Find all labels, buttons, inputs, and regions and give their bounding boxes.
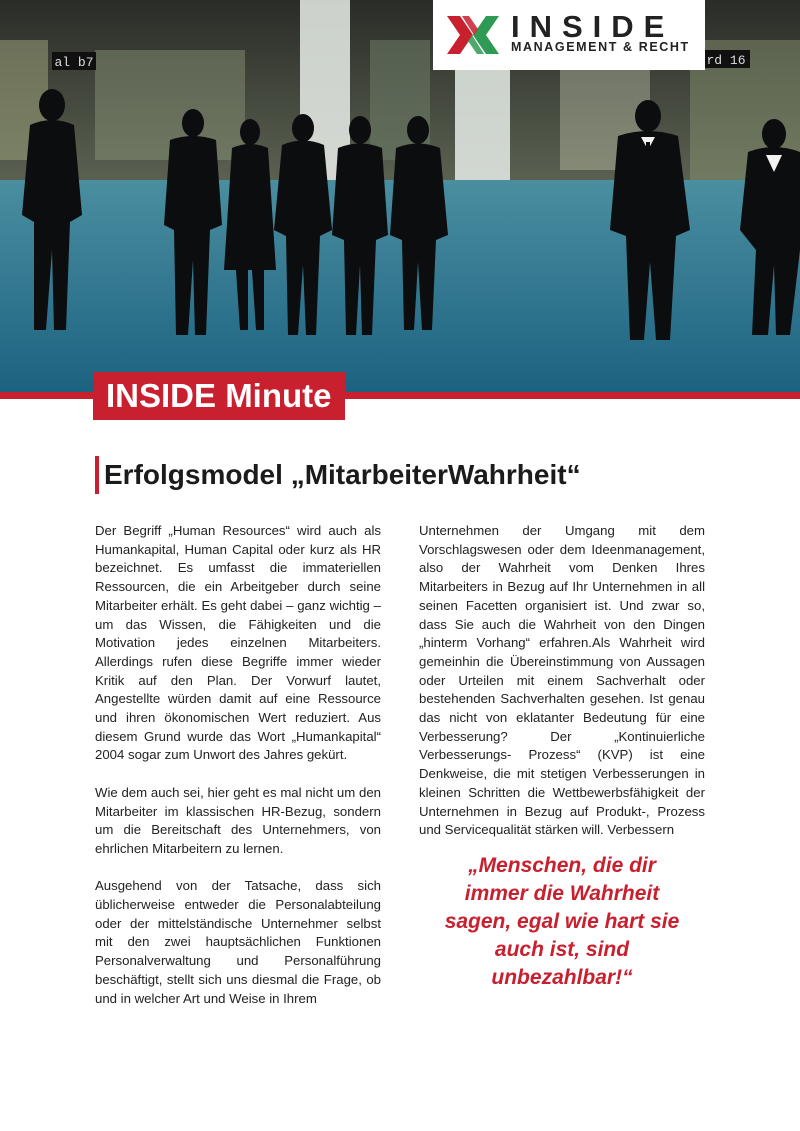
section-badge: INSIDE Minute [93,372,345,420]
paragraph: Unternehmen der Umgang mit dem Vorschlagswesen oder dem Ideenmanagement, also der Wahrheit vom Denken Ihres Mitarbeiters in Bezug auf Ihr Unternehmen in all seinen Facetten organisiert ist. Und zwar so, dass Sie auch die Wahrheit von den Dingen „hinterm Vorhang“ erfahren.Als Wahrheit wird gemeinhin die Übereinstimmung von Aussagen oder Urteilen mit einem Sachverhalt oder bestehenden Sachverhalten gesehen. Ist genau das nicht von eklatanter Bedeutung für eine Verbesserung? Der „Kontinuierliche Verbesserungs- Prozess“ (KVP) ist eine Denkweise, die mit stetigen Verbesserungen in kleinen Schritten die Wettbewerbsfähigkeit der Unternehmen in Bezug auf Produkt-, Prozess und Servicequalität stärken will. Verbessern [419,523,705,838]
title-accent-bar [95,456,99,494]
left-column [95,522,381,1027]
logo [433,0,705,70]
logo-brand: INSIDE [511,9,675,44]
clock-right: rd 16 [706,53,746,68]
logo-tagline: MANAGEMENT & RECHT [511,40,690,54]
paragraph: Ausgehend von der Tatsache, dass sich üblicherweise entweder die Personalabteilung oder der mittelständische Unternehmer selbst mit den zwei hauptsächlichen Funktionen Personalverwaltung und Personalführung beschäftigt, stellt sich uns diesmal die Frage, ob und in welcher Art und Weise in Ihrem [95,878,381,1006]
inside-logo-icon [447,16,499,54]
clock-left: al b7 [54,55,94,70]
pull-quote: „Menschen, die dir immer die Wahrheit sagen, egal wie hart sie auch ist, sind unbezahlbar!“ [444,854,680,989]
article-title: Erfolgsmodel „MitarbeiterWahrheit“ [104,459,581,490]
paragraph: Der Begriff „Human Resources“ wird auch als Humankapital, Human Capital oder kurz als HR bezeichnet. Es umfasst die immateriellen Ressourcen, die ein Arbeitgeber durch seine Mitarbeiter erhält. Es geht dabei – ganz wichtig – um das Wissen, die Fähigkeiten und die Motivation jedes einzelnen Mitarbeiters. Allerdings rufen diese Begriffe immer wieder Kritik auf den Plan. Der Vorwurf lautet, Angestellte würden damit auf eine Ressource und ihren ökonomischen Wert reduziert. Aus diesem Grund wurde das Wort „Humankapital“ 2004 sogar zum Unwort des Jahres gekürt. [95,523,381,763]
paragraph: Wie dem auch sei, hier geht es mal nicht um den Mitarbeiter im klassischen HR-Bezug, sondern um die Bereitschaft des Unternehmers, von ehrlichen Mitarbeitern zu lernen. [95,784,381,856]
right-column [419,522,705,859]
